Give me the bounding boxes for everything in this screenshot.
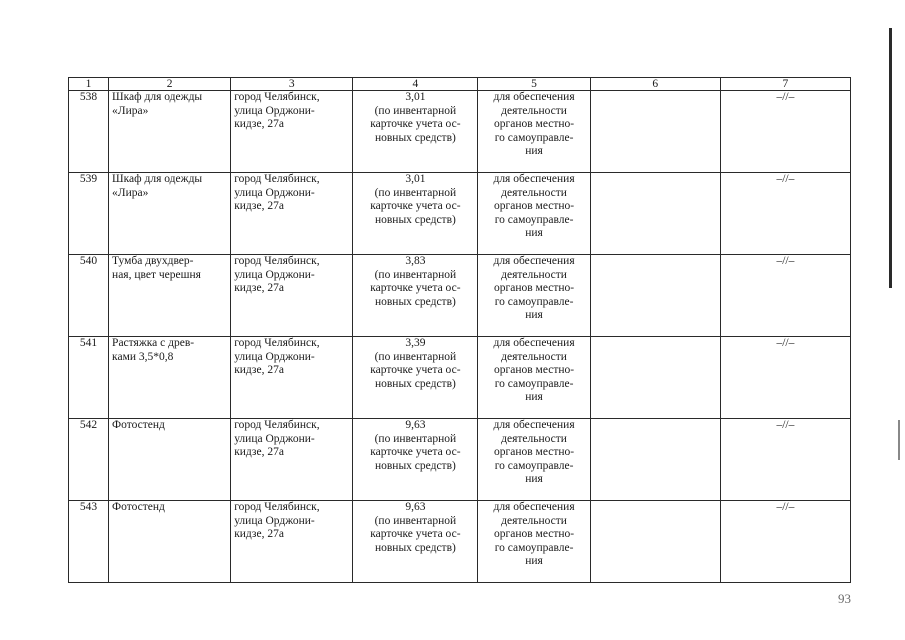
item-value: 3,39 (по инвентарной карточке учета ос- новных средств)	[353, 337, 478, 419]
column-6-cell	[590, 173, 720, 255]
item-address: город Челябинск, улица Орджони- кидзе, 27а	[231, 337, 353, 419]
ditto-mark: –//–	[720, 173, 850, 255]
item-purpose: для обеспечения деятельности органов местно- го самоуправле- ния	[478, 255, 590, 337]
item-address: город Челябинск, улица Орджони- кидзе, 27а	[231, 91, 353, 173]
ditto-mark: –//–	[720, 501, 850, 583]
row-number: 542	[69, 419, 109, 501]
item-address: город Челябинск, улица Орджони- кидзе, 27а	[231, 173, 353, 255]
column-header: 6	[590, 78, 720, 91]
table-row	[69, 91, 851, 173]
column-header: 5	[478, 78, 590, 91]
ditto-mark: –//–	[720, 419, 850, 501]
column-6-cell	[590, 255, 720, 337]
item-address: город Челябинск, улица Орджони- кидзе, 27а	[231, 419, 353, 501]
item-purpose: для обеспечения деятельности органов местно- го самоуправле- ния	[478, 501, 590, 583]
item-name: Растяжка с древ- ками 3,5*0,8	[109, 337, 231, 419]
item-purpose: для обеспечения деятельности органов местно- го самоуправле- ния	[478, 419, 590, 501]
column-6-cell	[590, 91, 720, 173]
item-name: Фотостенд	[109, 419, 231, 501]
ditto-mark: –//–	[720, 255, 850, 337]
ditto-mark: –//–	[720, 337, 850, 419]
row-number: 541	[69, 337, 109, 419]
column-header: 2	[109, 78, 231, 91]
item-purpose: для обеспечения деятельности органов местно- го самоуправле- ния	[478, 91, 590, 173]
scan-edge-mark	[898, 420, 900, 460]
column-number-row	[69, 78, 851, 91]
inventory-table	[68, 77, 851, 583]
ditto-mark: –//–	[720, 91, 850, 173]
row-number: 543	[69, 501, 109, 583]
item-value: 3,83 (по инвентарной карточке учета ос- новных средств)	[353, 255, 478, 337]
item-address: город Челябинск, улица Орджони- кидзе, 27а	[231, 255, 353, 337]
item-address: город Челябинск, улица Орджони- кидзе, 27а	[231, 501, 353, 583]
item-name: Шкаф для одежды «Лира»	[109, 173, 231, 255]
table-row	[69, 501, 851, 583]
item-value: 3,01 (по инвентарной карточке учета ос- новных средств)	[353, 91, 478, 173]
column-6-cell	[590, 337, 720, 419]
item-purpose: для обеспечения деятельности органов местно- го самоуправле- ния	[478, 337, 590, 419]
column-header: 1	[69, 78, 109, 91]
page-number: 93	[838, 591, 851, 606]
table-row	[69, 419, 851, 501]
row-number: 538	[69, 91, 109, 173]
row-number: 540	[69, 255, 109, 337]
item-name: Фотостенд	[109, 501, 231, 583]
item-name: Шкаф для одежды «Лира»	[109, 91, 231, 173]
item-value: 9,63 (по инвентарной карточке учета ос- новных средств)	[353, 501, 478, 583]
table-row	[69, 255, 851, 337]
item-purpose: для обеспечения деятельности органов местно- го самоуправле- ния	[478, 173, 590, 255]
column-header: 3	[231, 78, 353, 91]
scan-edge-mark	[889, 28, 892, 288]
column-header: 7	[720, 78, 850, 91]
column-header: 4	[353, 78, 478, 91]
table-row	[69, 173, 851, 255]
item-value: 9,63 (по инвентарной карточке учета ос- новных средств)	[353, 419, 478, 501]
column-6-cell	[590, 501, 720, 583]
table-row	[69, 337, 851, 419]
item-value: 3,01 (по инвентарной карточке учета ос- новных средств)	[353, 173, 478, 255]
column-6-cell	[590, 419, 720, 501]
item-name: Тумба двухдвер- ная, цвет черешня	[109, 255, 231, 337]
row-number: 539	[69, 173, 109, 255]
